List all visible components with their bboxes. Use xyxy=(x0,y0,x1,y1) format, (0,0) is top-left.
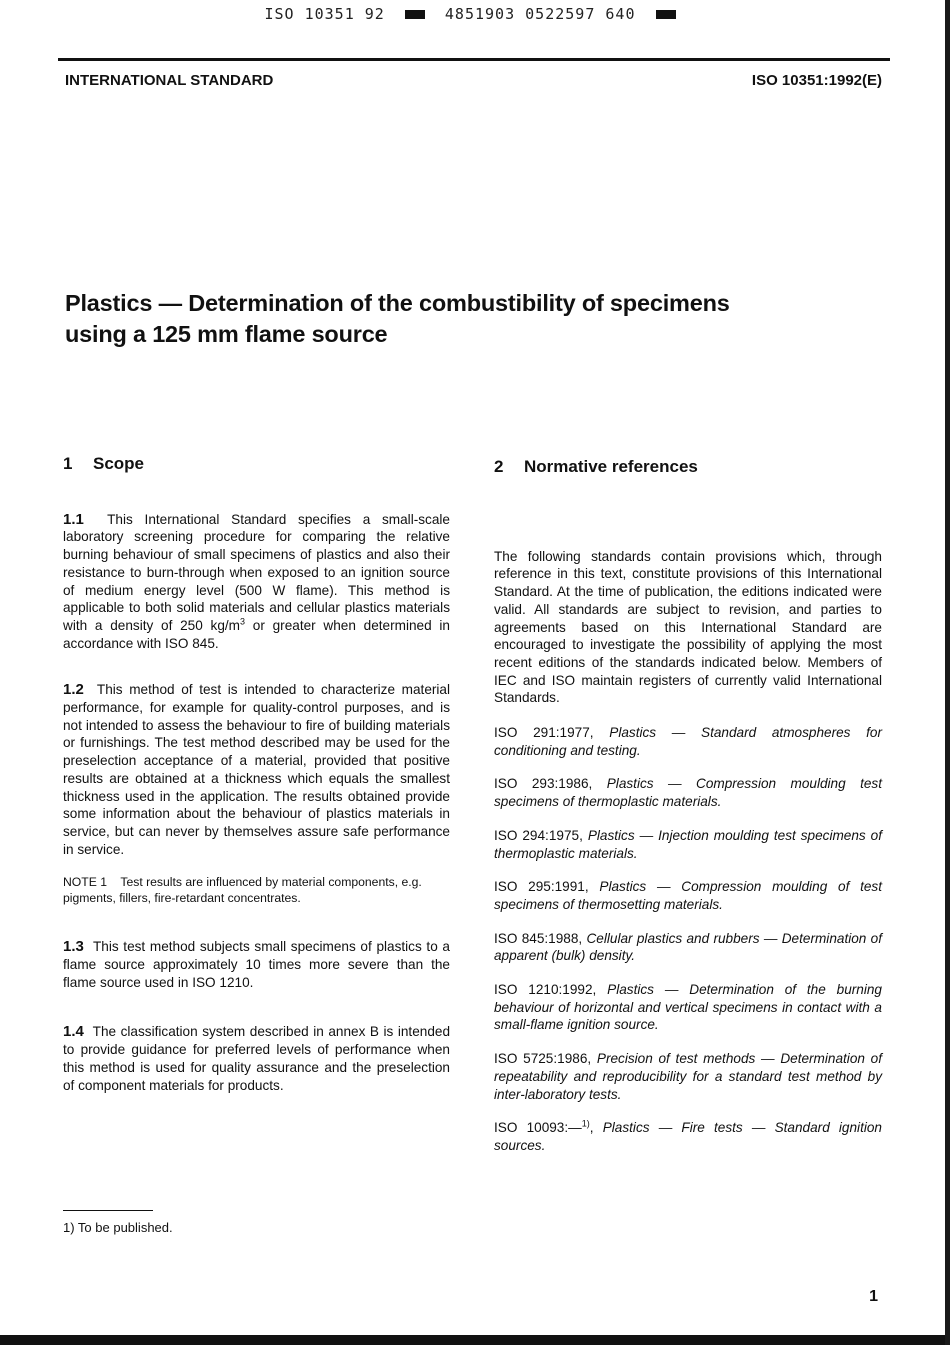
reference-title: Plastics — Fire tests — Standard ignition sources. xyxy=(494,1120,882,1153)
document-code-line xyxy=(0,5,950,23)
reference-code: ISO 291:1977, xyxy=(494,725,610,741)
reference-item xyxy=(494,724,882,759)
footnote-marker: 1) xyxy=(581,1118,590,1129)
section-1-title: Scope xyxy=(93,454,145,473)
superscript: 3 xyxy=(240,616,246,627)
reference-title: Plastics — Standard atmospheres for conditioning and testing. xyxy=(494,725,882,758)
reference-item xyxy=(494,981,882,1034)
reference-item xyxy=(494,878,882,913)
footnote-rule xyxy=(63,1210,153,1211)
header-standard-number: ISO 10351:1992(E) xyxy=(751,72,882,89)
note-label: NOTE 1 xyxy=(63,875,108,890)
header-rule xyxy=(58,58,890,61)
section-2-title: Normative references xyxy=(524,457,698,476)
section-2-heading xyxy=(494,458,882,476)
section-1-number: 1 xyxy=(63,454,73,473)
reference-item xyxy=(494,1119,882,1154)
clause-number: 1.1 xyxy=(63,510,84,528)
paragraph-1-2 xyxy=(63,681,450,858)
clause-number: 1.3 xyxy=(63,938,84,956)
note-text: Test results are influenced by material components, e.g. pigments, fillers, fire-retardant concentrates. xyxy=(63,875,422,906)
black-block-mark xyxy=(656,10,676,19)
reference-item xyxy=(494,827,882,862)
reference-code: ISO 5725:1986, xyxy=(494,1051,597,1067)
clause-text: This International Standard specifies a small-scale laboratory screening procedure for comparing the relative burning behaviour of small specimens of plastics and also their resistance to burn-through when exposed to an ignition source of medium energy level (500 W flame). This method is applicable to both solid materials and cellular plastics materials with a density of 250 kg/m xyxy=(63,511,450,633)
clause-text-continued: or greater when determined in accordance with ISO 845. xyxy=(63,617,450,651)
reference-item xyxy=(494,775,882,810)
clause-text: The classification system described in annex B is intended to provide guidance for preferred levels of performance when this method is used for quality assurance and the preselection of component materials for products. xyxy=(63,1024,451,1093)
normative-references-intro: The following standards contain provisions which, through reference in this text, constitute provisions of this International Standard. At the time of publication, the editions indicated were valid. All standards are subject to revision, and parties to agreements based on this International Standard are encouraged to investigate the possibility of applying the most recent editions of the standards indicated below. Members of IEC and ISO maintain registers of currently valid International Standards. xyxy=(494,548,882,706)
black-block-mark xyxy=(405,10,425,19)
reference-code: ISO 293:1986, xyxy=(494,776,607,792)
header-standard-label: INTERNATIONAL STANDARD xyxy=(65,72,274,89)
footnote: 1) To be published. xyxy=(63,1220,173,1235)
reference-title: Plastics — Determination of the burning behaviour of horizontal and vertical specimens in contact with a small-flame ignition source. xyxy=(494,982,882,1033)
reference-list xyxy=(494,724,882,1103)
reference-title: Plastics — Compression moulding test specimens of thermoplastic materials. xyxy=(494,776,882,810)
section-2-number: 2 xyxy=(494,457,504,476)
reference-item xyxy=(494,1050,882,1103)
clause-number: 1.2 xyxy=(63,681,84,699)
note-1 xyxy=(63,874,450,906)
paragraph-1-3 xyxy=(63,938,450,991)
reference-separator: , xyxy=(589,1120,603,1136)
reference-code: ISO 295:1991, xyxy=(494,879,600,895)
reference-title: Plastics — Compression moulding of test specimens of thermosetting materials. xyxy=(494,879,882,912)
left-column xyxy=(63,455,450,1094)
clause-text: This method of test is intended to characterize material performance, for example for quality-control purposes, and is not intended to assess the behaviour to fire of building materials or furnishings. The test method described may be used for the preselection acceptance of a material, provided that positive results are obtained at a thickness which equals the smallest thickness used in the application. The results obtained provide some information about the behaviour of plastics materials in service, but can never by themselves assure safe performance in service. xyxy=(63,682,451,857)
title-line-2: using a 125 mm flame source xyxy=(65,321,388,347)
scan-right-edge xyxy=(945,0,950,1345)
document-code-part-1: ISO 10351 92 xyxy=(264,5,385,23)
document-code-part-2: 4851903 0522597 640 xyxy=(444,5,636,23)
title-line-1: Plastics — Determination of the combustibility of specimens xyxy=(65,290,730,316)
reference-item xyxy=(494,930,882,965)
scan-bottom-edge xyxy=(0,1335,950,1345)
right-column xyxy=(494,458,882,1155)
reference-code: ISO 10093:— xyxy=(494,1120,582,1136)
reference-title: Plastics — Injection moulding test specimens of thermoplastic materials. xyxy=(494,827,882,861)
reference-code: ISO 845:1988, xyxy=(494,930,587,946)
reference-code: ISO 1210:1992, xyxy=(494,982,608,998)
paragraph-1-1 xyxy=(63,511,450,653)
reference-title: Precision of test methods — Determination of repeatability and reproducibility for a standard test method by inter-laboratory tests. xyxy=(494,1051,882,1102)
page-number: 1 xyxy=(869,1288,878,1305)
section-1-heading xyxy=(63,455,450,473)
reference-code: ISO 294:1975, xyxy=(494,827,588,843)
reference-title: Cellular plastics and rubbers — Determination of apparent (bulk) density. xyxy=(494,930,882,964)
paragraph-1-4 xyxy=(63,1023,450,1094)
clause-text: This test method subjects small specimens of plastics to a flame source approximately 10 times more severe than the flame source used in ISO 1210. xyxy=(63,939,450,990)
document-title xyxy=(65,288,885,350)
clause-number: 1.4 xyxy=(63,1023,84,1041)
